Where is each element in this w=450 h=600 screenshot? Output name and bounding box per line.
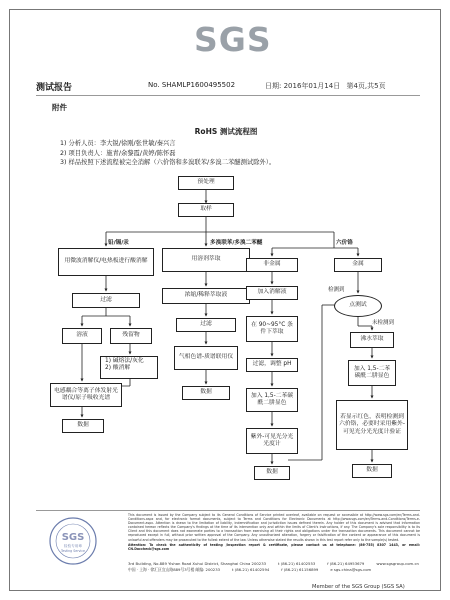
- legal-disclaimer: [128, 513, 420, 551]
- cr6-data-right-box: 数据: [352, 464, 392, 478]
- page-number: 第4页,共5页: [346, 82, 386, 90]
- detected-label: 检测到: [328, 287, 345, 293]
- testing-service-seal: [48, 516, 98, 566]
- address-en: 3rd Building, No.889 Yishan Road Xuhui District, Shanghai China 200233: [128, 561, 267, 566]
- seal-line: 检验专用章: [64, 544, 82, 548]
- residue-treatment-box: [100, 356, 158, 379]
- metals-data-box: 数据: [62, 419, 104, 433]
- icp-box: 电感耦合等离子体发射光谱仪/原子吸收光谱: [50, 383, 122, 407]
- uv-vis-box: 紫外-可见光分光光度计: [246, 428, 298, 454]
- disclaimer-text: This document is issued by the Company subject to its General Conditions of Service printed overleaf, available on request or accessible at http://www.sgs.com/en/Terms-and-Conditions.aspx and, for electronic format documents, subject to Terms and Conditions for Electronic Documents at http://www.sgs.com/en/Terms-and-Conditions/Terms-e-Document.aspx. Attention is drawn to the limitation of liability, indemnification and jurisdiction issues defined therein. Any holder of this document is advised that information contained hereon reflects the Company's findings at the time of its intervention only and within the limits of Client's instructions, if any. The Company's sole responsibility is to its Client and this document does not exonerate parties to a transaction from exercising all their rights and obligations under the transaction documents. This document cannot be reproduced except in full, without prior written approval of the Company. Any unauthorized alteration, forgery or falsification of the content or appearance of this document is unlawful and offenders may be prosecuted to the fullest extent of the law. Unless otherwise stated the results shown in this test report refer only to the sample(s) tested.: [128, 513, 420, 542]
- residue-box: 残留物: [110, 328, 152, 344]
- logo-text: SGS: [194, 20, 272, 56]
- member-statement: Member of the SGS Group (SGS SA): [312, 584, 405, 590]
- authenticity-note: Attention: To check the authenticity of testing /inspection report & certificate, please contact us at telephone: (86-755) 8307 1443, or email: CN.Doccheck@sgs.com: [128, 542, 420, 551]
- contact-row-cn: [128, 567, 420, 573]
- footer-divider: [36, 510, 420, 511]
- boiling-water-box: 沸水萃取: [350, 332, 394, 348]
- metals-filter-box: 过滤: [72, 293, 140, 308]
- pbb-data-box: 数据: [182, 386, 230, 400]
- note-item: 3) 样品按照下述流程被完全消解（六价铬和多溴联苯/多溴二苯醚测试除外）。: [60, 159, 276, 167]
- heat-extraction-box: 在 90~95°C 条件下萃取: [246, 316, 298, 342]
- seal-logo-text: SGS: [61, 532, 85, 543]
- not-detected-label: 未检测到: [372, 320, 395, 326]
- metal-box: 金属: [334, 258, 382, 272]
- address-cn: 中国 · 上海 · 徐汇区宜山路889号3号楼 邮编: 200233: [128, 567, 221, 572]
- report-title: 测试报告: [36, 83, 73, 93]
- branch-label-metals: 铅/镉/汞: [108, 240, 129, 246]
- note-item: 2) 项目负责人：施青/余黎霞/黄婷/陈怀磊: [60, 149, 176, 157]
- appendix-label: 附件: [52, 103, 67, 112]
- solvent-extraction-box: 用溶剂萃取: [162, 248, 250, 272]
- dpc-color-box: 加入 1,5-二苯碳酰二肼显色: [246, 388, 298, 412]
- pretreatment-box: 预处理: [178, 176, 234, 190]
- nonmetal-box: 非金属: [246, 258, 298, 272]
- alkaline-digestion-box: 加入消解液: [246, 286, 298, 300]
- branch-label-cr6: 六价铬: [336, 240, 353, 246]
- fax-1: f (86-21) 64953679: [327, 561, 365, 566]
- sampling-box: 取样: [178, 203, 234, 217]
- cr6-data-left-box: 数据: [254, 466, 290, 480]
- spot-test-box: 点测试: [334, 295, 382, 317]
- dpc-color-metal-box: 加入 1,5-二苯碳酰二肼显色: [348, 360, 396, 386]
- solution-box: 溶液: [62, 328, 102, 344]
- filter-ph-box: 过滤，调整 pH: [246, 358, 298, 372]
- note-item: 1) 分析人员：李大锐/徐刚/张世敏/秦兴言: [60, 140, 176, 147]
- contact-block: [128, 561, 420, 573]
- report-page: [9, 9, 441, 591]
- concentrate-box: 浓缩/稀释萃取液: [162, 288, 250, 304]
- red-color-result-box: 若显示红色，表明检测到六价铬，必要时采用紫外-可见光分光光度计验证: [336, 400, 408, 450]
- tel-2: t (86-21) 61402594: [232, 567, 270, 572]
- report-date: 日期: 2016年01月14日: [265, 82, 341, 90]
- seal-line: Testing Service: [61, 549, 85, 553]
- fax-2: f (86-21) 61156899: [281, 567, 319, 572]
- branch-label-pbb: 多溴联苯/多溴二苯醚: [210, 240, 263, 246]
- flowchart-title: RoHS 测试流程图: [194, 127, 258, 136]
- tel-1: t (86-21) 61402553: [278, 561, 316, 566]
- web-2[interactable]: e sgs.china@sgs.com: [330, 567, 372, 572]
- acid-digestion-box: 用微波消解仪/电热板进行酸消解: [58, 248, 154, 276]
- web-1[interactable]: www.sgsgroup.com.cn: [376, 561, 419, 566]
- gcms-box: 气相色谱-质谱联用仪: [174, 346, 238, 370]
- residue-treatment-step: 1) 碱熔法/灰化: [105, 358, 144, 364]
- residue-treatment-step: 2) 酸消解: [105, 365, 131, 372]
- report-number: No. SHAMLP1600495502: [148, 81, 236, 89]
- pbb-filter-box: 过滤: [176, 318, 236, 332]
